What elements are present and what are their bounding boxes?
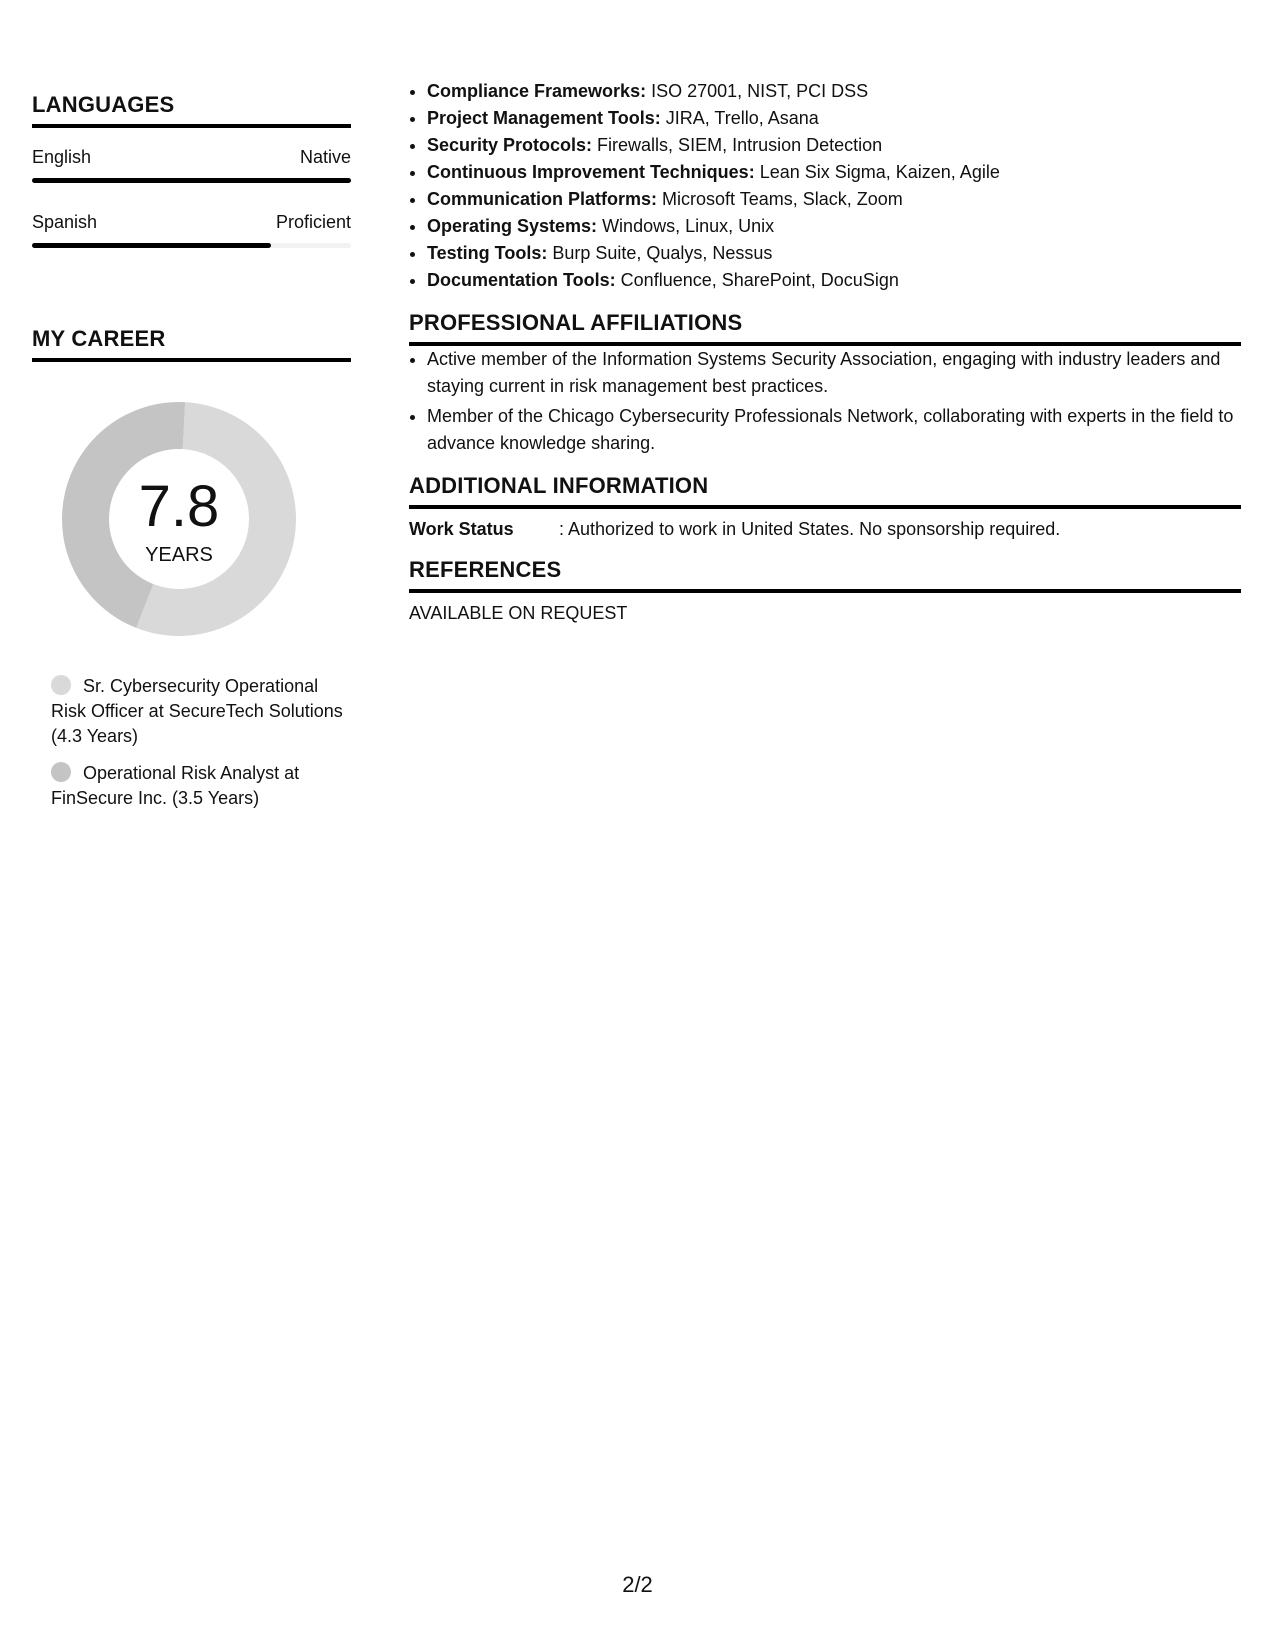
references-heading: REFERENCES	[409, 557, 1241, 593]
career-heading: MY CAREER	[32, 326, 351, 362]
skill-value: Confluence, SharePoint, DocuSign	[615, 270, 899, 290]
work-status-row	[409, 517, 1241, 541]
legend-item	[51, 674, 351, 749]
career-donut-chart	[56, 396, 302, 642]
affiliation-item: • Member of the Chicago Cybersecurity Professionals Network, collaborating with experts in the field to advance knowledge sharing.	[427, 403, 1241, 457]
page-number: 2/2	[622, 1572, 653, 1597]
skill-label: Testing Tools:	[427, 243, 548, 263]
skill-item	[427, 159, 1241, 186]
languages-heading: LANGUAGES	[32, 92, 351, 128]
work-status-value: : Authorized to work in United States. No sponsorship required.	[559, 519, 1061, 539]
skill-label: Project Management Tools:	[427, 108, 661, 128]
language-item-english	[32, 146, 351, 183]
skill-label: Operating Systems:	[427, 216, 598, 236]
skill-value: ISO 27001, NIST, PCI DSS	[646, 81, 869, 101]
legend-label: Sr. Cybersecurity Operational Risk Officer at SecureTech Solutions (4.3 Years)	[51, 676, 343, 746]
language-proficiency-fill	[32, 178, 351, 183]
skill-value: Lean Six Sigma, Kaizen, Agile	[754, 162, 1000, 182]
skill-label: Communication Platforms:	[427, 189, 658, 209]
work-status-label: Work Status	[409, 519, 514, 539]
language-level: Native	[299, 147, 351, 167]
skill-item	[427, 240, 1241, 267]
skill-item	[427, 78, 1241, 105]
right-column	[409, 78, 1241, 624]
affiliations-list	[409, 346, 1241, 457]
skill-label: Continuous Improvement Techniques:	[427, 162, 755, 182]
language-proficiency-bar	[32, 178, 351, 183]
affiliations-heading: PROFESSIONAL AFFILIATIONS	[409, 310, 1241, 346]
additional-info-heading: ADDITIONAL INFORMATION	[409, 473, 1241, 509]
language-proficiency-fill	[32, 243, 271, 248]
language-name: Spanish	[32, 212, 98, 232]
skill-value: JIRA, Trello, Asana	[660, 108, 819, 128]
skill-label: Compliance Frameworks:	[427, 81, 647, 101]
references-text: AVAILABLE ON REQUEST	[409, 603, 628, 623]
donut-center	[56, 396, 302, 642]
left-column	[32, 92, 351, 823]
legend-label: Operational Risk Analyst at FinSecure Inc. (3.5 Years)	[51, 763, 300, 808]
skill-value: Microsoft Teams, Slack, Zoom	[657, 189, 903, 209]
legend-swatch	[51, 675, 71, 695]
skill-item	[427, 105, 1241, 132]
language-proficiency-bar	[32, 243, 351, 248]
skill-value: Firewalls, SIEM, Intrusion Detection	[592, 135, 883, 155]
skill-label: Documentation Tools:	[427, 270, 616, 290]
language-level: Proficient	[275, 212, 351, 232]
skills-list	[409, 78, 1241, 294]
skill-item	[427, 267, 1241, 294]
language-item-spanish	[32, 211, 351, 248]
skill-item	[427, 186, 1241, 213]
career-legend	[51, 674, 351, 811]
skill-value: Windows, Linux, Unix	[597, 216, 775, 236]
career-total-unit: YEARS	[145, 544, 213, 566]
language-name: English	[32, 147, 92, 167]
skill-label: Security Protocols:	[427, 135, 593, 155]
career-total-years: 7.8	[138, 474, 220, 539]
skill-item	[427, 213, 1241, 240]
legend-swatch	[51, 762, 71, 782]
affiliation-item: • Active member of the Information Systems Security Association, engaging with industry leaders and staying current in risk management best practices.	[427, 346, 1241, 400]
skill-value: Burp Suite, Qualys, Nessus	[547, 243, 773, 263]
legend-item	[51, 761, 351, 811]
skill-item	[427, 132, 1241, 159]
